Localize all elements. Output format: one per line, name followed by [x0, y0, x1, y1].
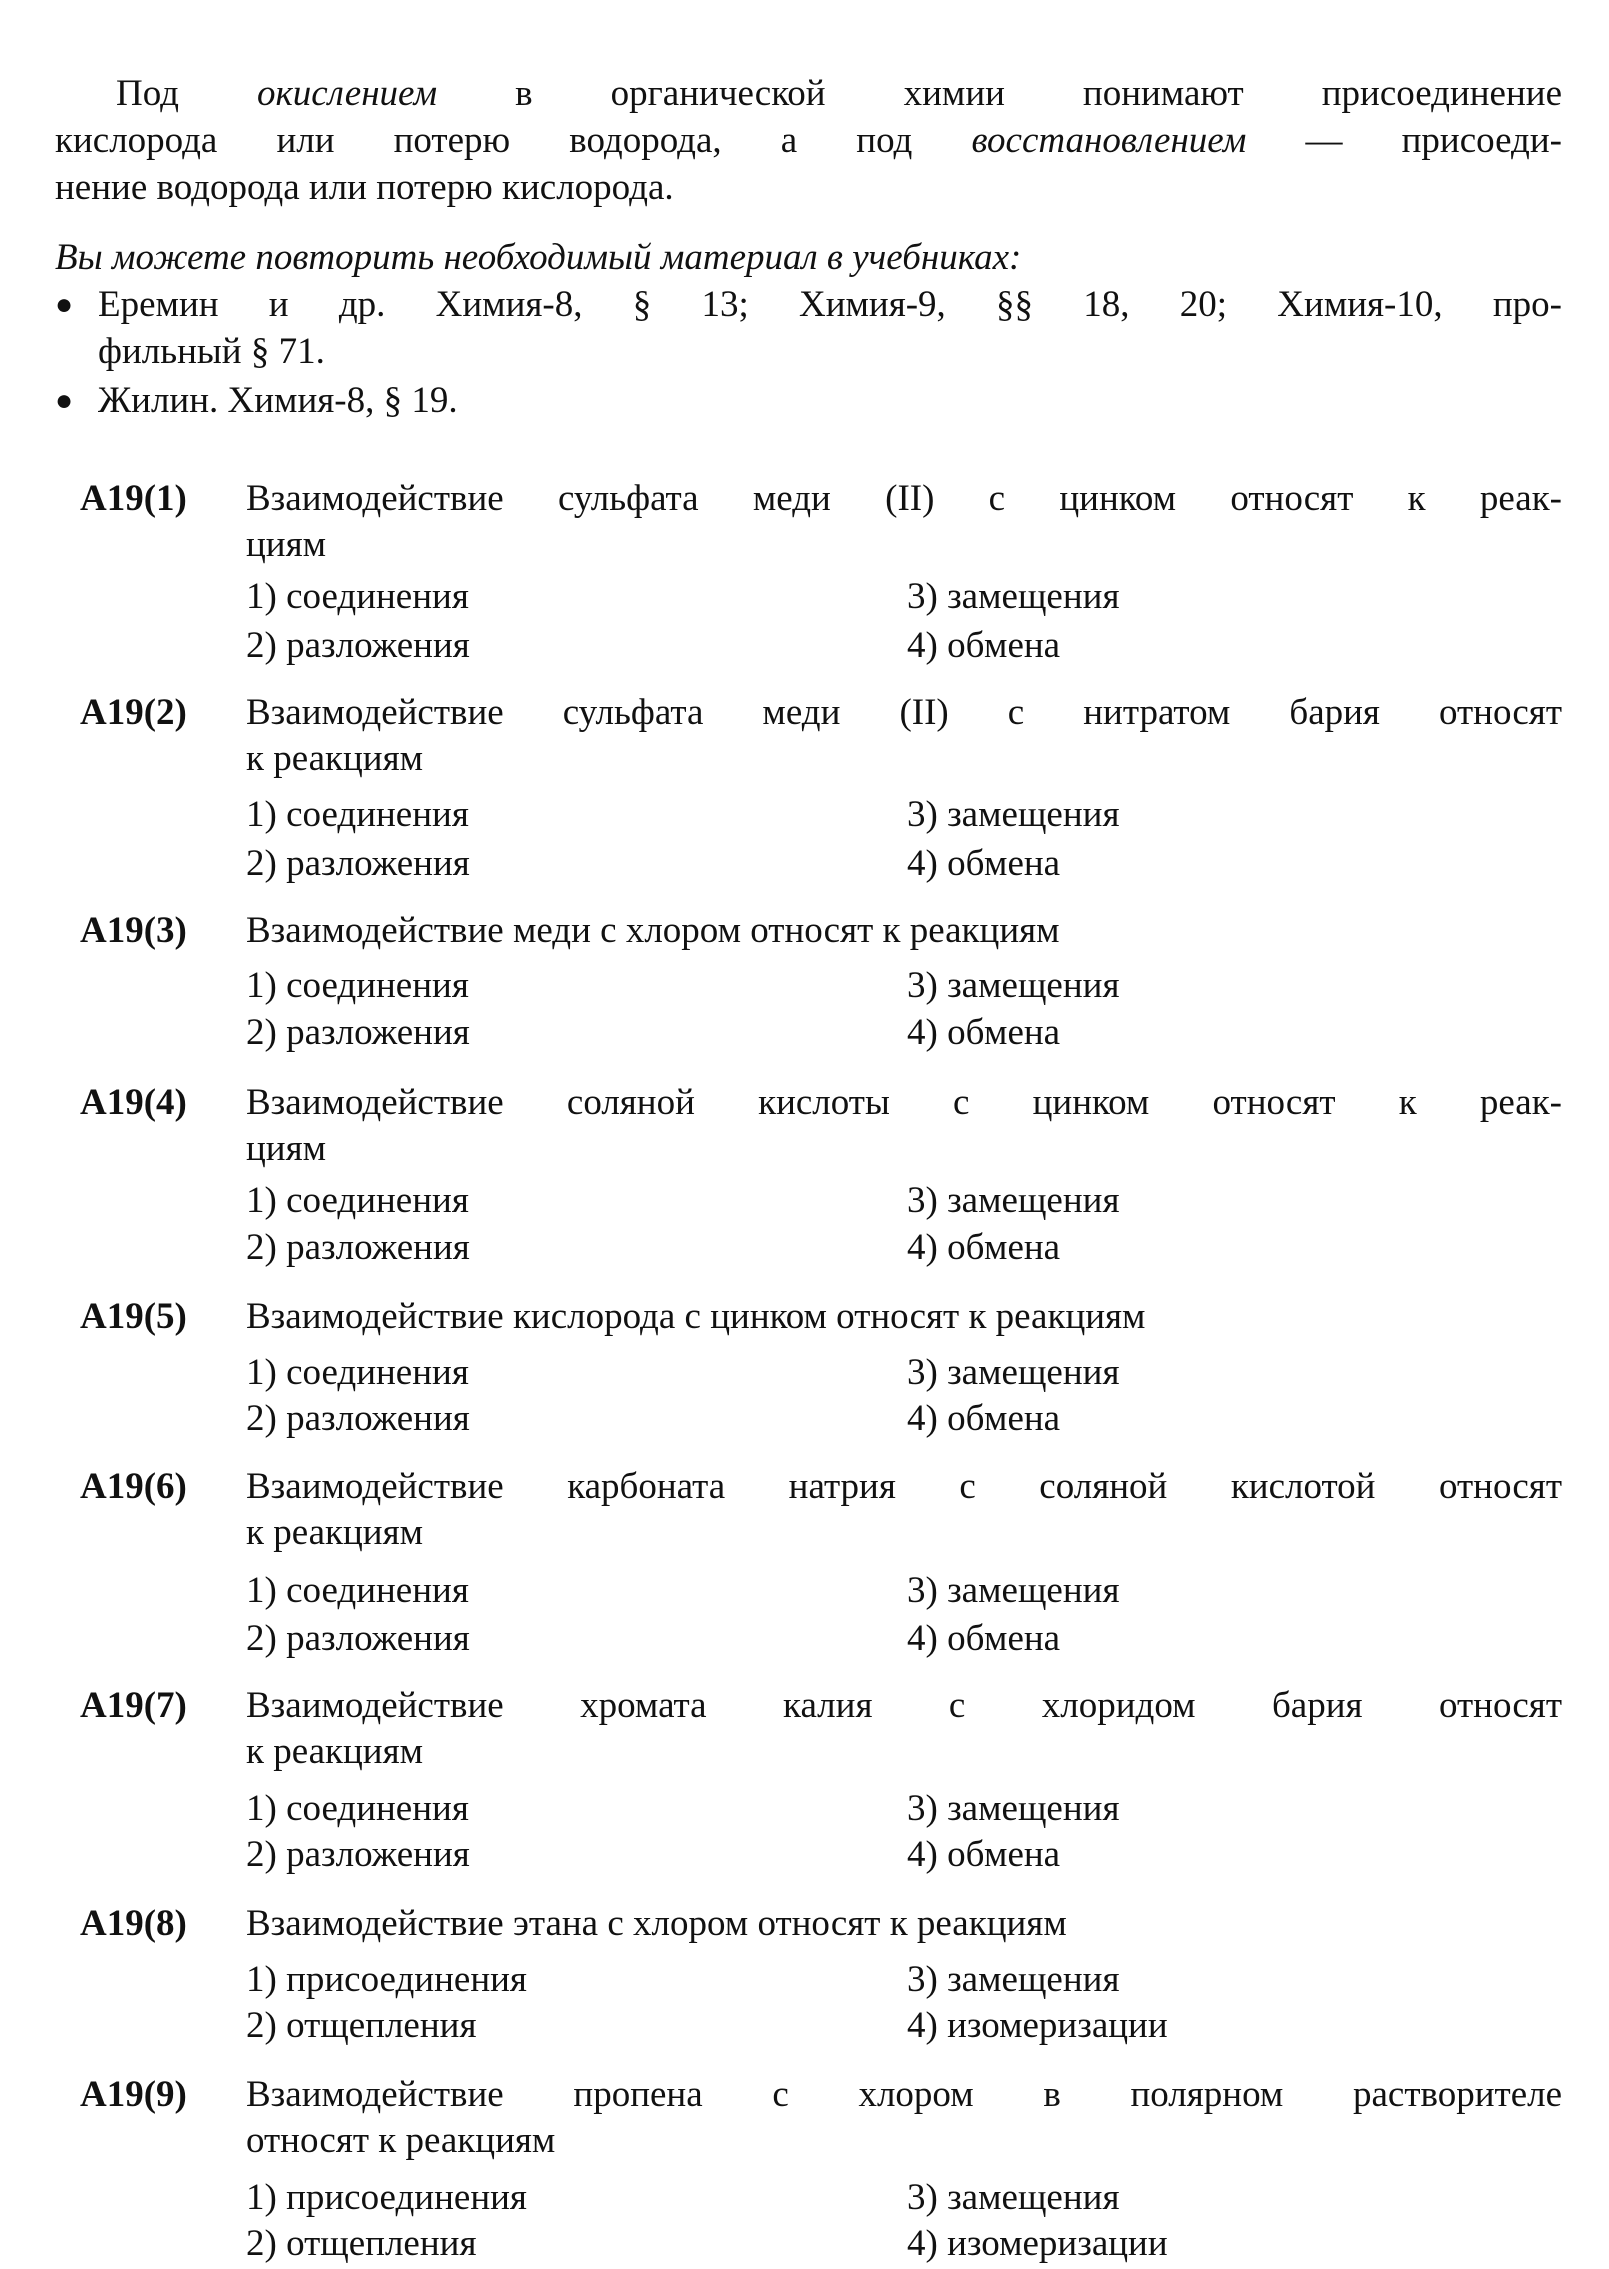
answer-option: 2) разложения [246, 1012, 470, 1053]
question-text: циям [246, 524, 327, 565]
text-segment: в органической химии понимают присоединение [437, 73, 1562, 114]
question-text: к реакциям [246, 1512, 424, 1553]
answer-option: 1) соединения [246, 1352, 469, 1393]
bullet-icon: ● [55, 288, 74, 321]
question-label: А19(8) [80, 1903, 187, 1944]
intro-line [116, 70, 1562, 117]
answer-option: 2) разложения [246, 1398, 470, 1439]
question-text: Взаимодействие кислорода с цинком относят к реакциям [246, 1296, 1146, 1337]
question-text: Взаимодействие сульфата меди (II) с цинком относят к реак- [246, 478, 1562, 519]
question-text: Взаимодействие меди с хлором относят к реакциям [246, 910, 1060, 951]
answer-option: 1) соединения [246, 576, 469, 617]
question-label: А19(4) [80, 1082, 187, 1123]
answer-option: 2) разложения [246, 1834, 470, 1875]
question-label: А19(2) [80, 692, 187, 733]
answer-option: 4) изомеризации [907, 2223, 1168, 2264]
answer-option: 2) разложения [246, 1227, 470, 1268]
answer-option: 1) соединения [246, 794, 469, 835]
answer-option: 2) разложения [246, 843, 470, 884]
intro-line [55, 164, 674, 211]
answer-option: 2) разложения [246, 625, 470, 666]
answer-option: 3) замещения [907, 576, 1120, 617]
question-text: относят к реакциям [246, 2120, 556, 2161]
question-label: А19(1) [80, 478, 187, 519]
answer-option: 2) отщепления [246, 2223, 477, 2264]
answer-option: 4) обмена [907, 1012, 1061, 1053]
italic-term: окислением [256, 73, 438, 114]
refs-heading: Вы можете повторить необходимый материал в учебниках: [55, 237, 1022, 278]
question-text: Взаимодействие сульфата меди (II) с нитратом бария относят [246, 692, 1562, 733]
answer-option: 3) замещения [907, 2177, 1120, 2218]
question-label: А19(6) [80, 1466, 187, 1507]
question-text: Взаимодействие хромата калия с хлоридом бария относят [246, 1685, 1562, 1726]
answer-option: 3) замещения [907, 1959, 1120, 2000]
question-label: А19(9) [80, 2074, 187, 2115]
answer-option: 3) замещения [907, 1180, 1120, 1221]
answer-option: 1) присоединения [246, 1959, 527, 2000]
question-label: А19(7) [80, 1685, 187, 1726]
reference-line: фильный § 71. [98, 331, 325, 372]
answer-option: 4) изомеризации [907, 2005, 1168, 2046]
question-text: Взаимодействие этана с хлором относят к реакциям [246, 1903, 1067, 1944]
question-text: к реакциям [246, 1731, 424, 1772]
answer-option: 1) соединения [246, 1788, 469, 1829]
reference-line: Жилин. Химия-8, § 19. [98, 380, 458, 421]
intro-line [55, 117, 1562, 164]
answer-option: 4) обмена [907, 1834, 1061, 1875]
question-text: Взаимодействие соляной кислоты с цинком относят к реак- [246, 1082, 1562, 1123]
italic-term: восстановлением [971, 120, 1247, 161]
question-label: А19(3) [80, 910, 187, 951]
text-segment: нение водорода или потерю кислорода. [55, 167, 674, 208]
answer-option: 4) обмена [907, 843, 1061, 884]
answer-option: 4) обмена [907, 625, 1061, 666]
answer-option: 1) присоединения [246, 2177, 527, 2218]
text-segment: кислорода или потерю водорода, а под [55, 120, 972, 161]
text-segment: — присоеди- [1246, 120, 1562, 161]
question-label: А19(5) [80, 1296, 187, 1337]
question-text: Взаимодействие карбоната натрия с соляной кислотой относят [246, 1466, 1562, 1507]
answer-option: 2) отщепления [246, 2005, 477, 2046]
answer-option: 3) замещения [907, 1352, 1120, 1393]
answer-option: 3) замещения [907, 1570, 1120, 1611]
answer-option: 1) соединения [246, 1570, 469, 1611]
text-segment: Под [116, 73, 257, 114]
answer-option: 4) обмена [907, 1618, 1061, 1659]
answer-option: 3) замещения [907, 1788, 1120, 1829]
answer-option: 1) соединения [246, 965, 469, 1006]
answer-option: 3) замещения [907, 794, 1120, 835]
answer-option: 4) обмена [907, 1398, 1061, 1439]
question-text: циям [246, 1128, 327, 1169]
question-text: Взаимодействие пропена с хлором в полярном растворителе [246, 2074, 1562, 2115]
answer-option: 2) разложения [246, 1618, 470, 1659]
question-text: к реакциям [246, 738, 424, 779]
answer-option: 4) обмена [907, 1227, 1061, 1268]
reference-line: Еремин и др. Химия-8, § 13; Химия-9, §§ 18, 20; Химия-10, про- [98, 284, 1562, 325]
bullet-icon: ● [55, 384, 74, 417]
answer-option: 3) замещения [907, 965, 1120, 1006]
answer-option: 1) соединения [246, 1180, 469, 1221]
